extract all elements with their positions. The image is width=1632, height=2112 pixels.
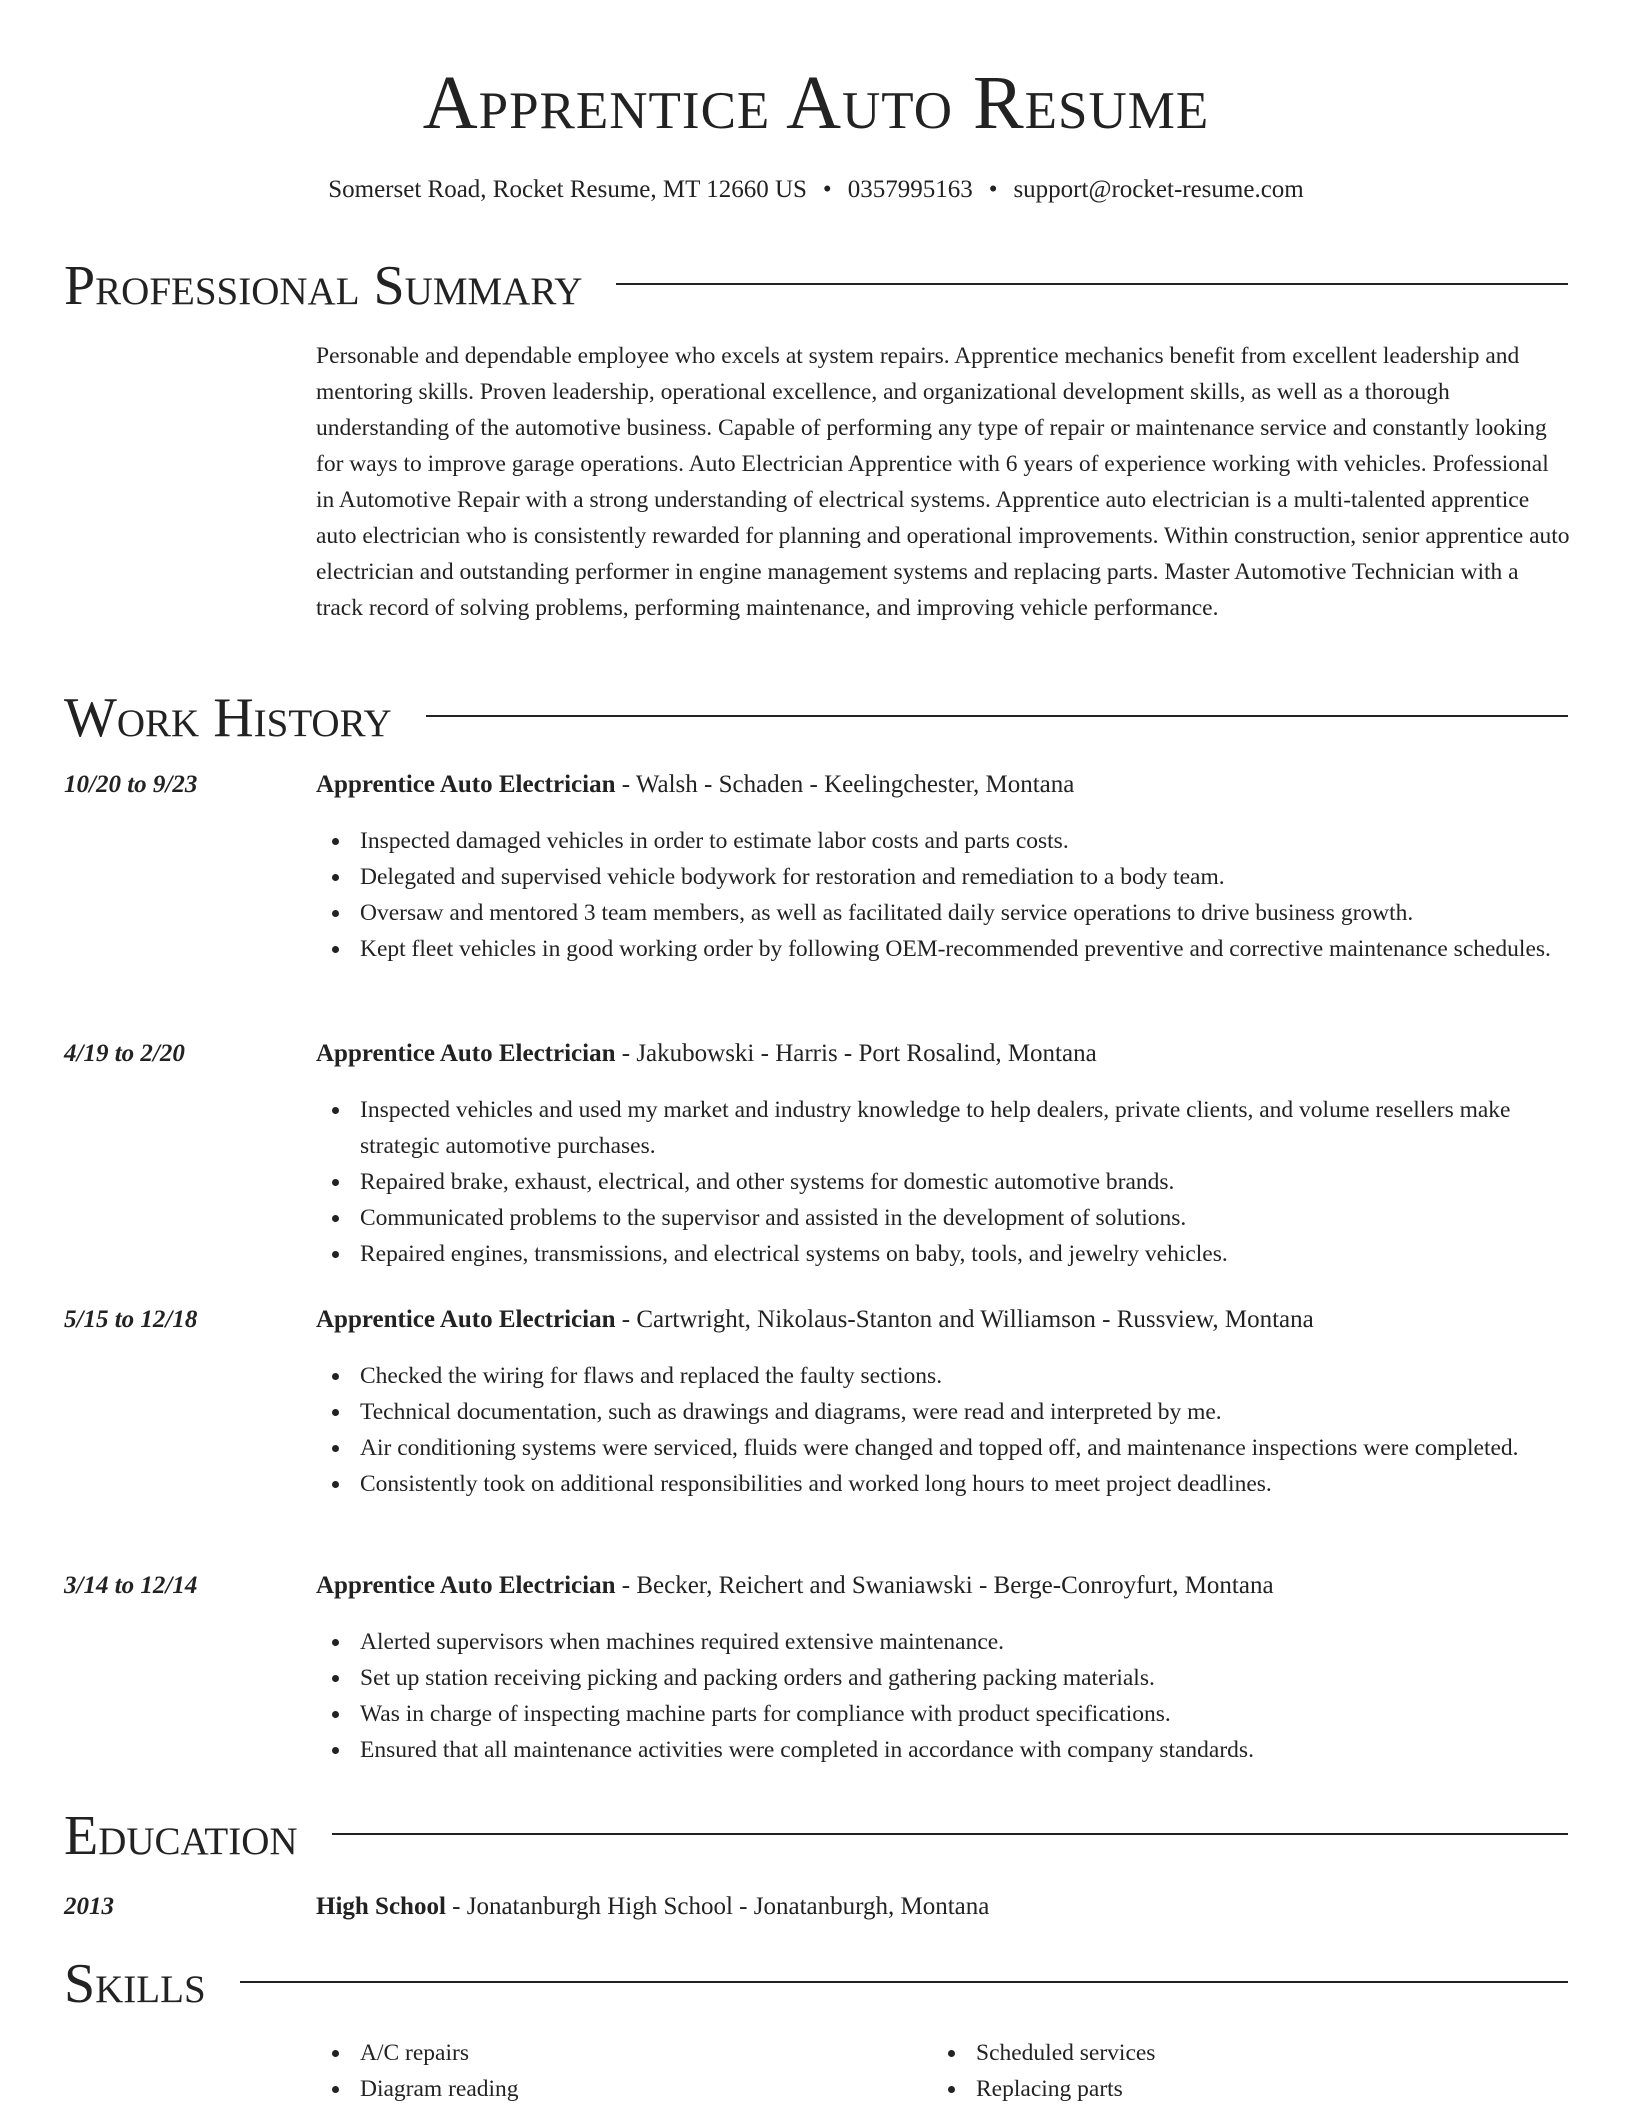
contact-separator: • — [822, 176, 832, 203]
work-entry-title: Apprentice Auto Electrician — [316, 1572, 616, 1599]
education-details: - Jonatanburgh High School - Jonatanburgh, Montana — [445, 1893, 990, 1920]
work-section-heading — [64, 687, 1568, 749]
section-divider — [240, 1981, 1568, 1983]
bullet-item: Consistently took on additional responsibilities and worked long hours to meet project deadlines. — [316, 1466, 1568, 1502]
bullet-item: Checked the wiring for flaws and replaced the faulty sections. — [316, 1358, 1568, 1394]
work-entry-bullets — [316, 1358, 1568, 1502]
bullet-item: Was in charge of inspecting machine parts for compliance with product specifications. — [316, 1696, 1568, 1732]
work-entry-bullets — [316, 823, 1568, 967]
bullet-item: Communicated problems to the supervisor and assisted in the development of solutions. — [316, 1200, 1568, 1236]
section-divider — [332, 1833, 1568, 1835]
bullet-item: Oversaw and mentored 3 team members, as well as facilitated daily service operations to drive business growth. — [316, 895, 1568, 931]
summary-section-heading — [64, 255, 1568, 317]
bullet-item: Repaired brake, exhaust, electrical, and other systems for domestic automotive brands. — [316, 1164, 1568, 1200]
bullet-item: Air conditioning systems were serviced, fluids were changed and topped off, and maintenance inspections were completed. — [316, 1430, 1568, 1466]
contact-address: Somerset Road, Rocket Resume, MT 12660 US — [328, 176, 807, 203]
bullet-item: Delegated and supervised vehicle bodywork for restoration and remediation to a body team. — [316, 859, 1568, 895]
education-degree: High School — [316, 1893, 446, 1920]
contact-separator: • — [988, 176, 998, 203]
resume-name: Apprentice Auto Resume — [422, 61, 1210, 145]
section-divider — [426, 715, 1568, 717]
bullet-item: Kept fleet vehicles in good working order by following OEM-recommended preventive and corrective maintenance schedules. — [316, 931, 1568, 967]
skill-item: Scheduled services — [932, 2035, 1532, 2071]
education-year: 2013 — [64, 1893, 114, 1920]
summary-text: Personable and dependable employee who excels at system repairs. Apprentice mechanics benefit from excellent leadership and mentoring skills. Proven leadership, operational excellence, and organizational development skills, as well as a thorough understanding of the automotive business. Capable of performing any type of repair or maintenance service and constantly looking for ways to improve garage operations. Auto Electrician Apprentice with 6 years of experience working with vehicles. Professional in Automotive Repair with a strong understanding of electrical systems. Apprentice auto electrician is a multi-talented apprentice auto electrician who is consistently rewarded for planning and operational improvements. Within construction, senior apprentice auto electrician and outstanding performer in engine management systems and replacing parts. Master Automotive Technician with a track record of solving problems, performing maintenance, and improving vehicle performance. — [316, 343, 1570, 621]
work-entry-heading — [316, 771, 1074, 799]
bullet-item: Set up station receiving picking and packing orders and gathering packing materials. — [316, 1660, 1568, 1696]
skills-list-right — [932, 2035, 1532, 2107]
bullet-item: Ensured that all maintenance activities were completed in accordance with company standards. — [316, 1732, 1568, 1768]
work-entry-dates: 10/20 to 9/23 — [64, 771, 198, 798]
work-entry-heading — [316, 1040, 1097, 1068]
work-entry-dates: 5/15 to 12/18 — [64, 1306, 198, 1333]
work-entry-title: Apprentice Auto Electrician — [316, 1306, 616, 1333]
work-entry-heading — [316, 1306, 1314, 1334]
skills-title: Skills — [64, 1953, 206, 2015]
contact-line — [0, 176, 1632, 204]
work-title: Work History — [64, 687, 392, 749]
education-heading — [316, 1893, 989, 1921]
work-entry-bullets — [316, 1092, 1568, 1272]
work-entry-title: Apprentice Auto Electrician — [316, 771, 616, 798]
skill-item: Replacing parts — [932, 2071, 1532, 2107]
summary-title: Professional Summary — [64, 255, 583, 317]
bullet-item: Alerted supervisors when machines required extensive maintenance. — [316, 1624, 1568, 1660]
work-entry-details: - Jakubowski - Harris - Port Rosalind, Montana — [615, 1040, 1097, 1067]
bullet-item: Technical documentation, such as drawings and diagrams, were read and interpreted by me. — [316, 1394, 1568, 1430]
work-entry-details: - Walsh - Schaden - Keelingchester, Montana — [615, 771, 1075, 798]
contact-phone: 0357995163 — [847, 176, 973, 203]
work-entry-dates: 3/14 to 12/14 — [64, 1572, 198, 1599]
skills-section-heading — [64, 1953, 1568, 2015]
skills-list-left — [316, 2035, 916, 2107]
work-entry-dates: 4/19 to 2/20 — [64, 1040, 185, 1067]
bullet-item: Inspected damaged vehicles in order to estimate labor costs and parts costs. — [316, 823, 1568, 859]
section-divider — [616, 283, 1568, 285]
bullet-item: Repaired engines, transmissions, and electrical systems on baby, tools, and jewelry vehicles. — [316, 1236, 1568, 1272]
work-entry-bullets — [316, 1624, 1568, 1768]
work-entry-title: Apprentice Auto Electrician — [316, 1040, 616, 1067]
skill-item: Diagram reading — [316, 2071, 916, 2107]
work-entry-details: - Cartwright, Nikolaus-Stanton and Williamson - Russview, Montana — [615, 1306, 1314, 1333]
skill-item: A/C repairs — [316, 2035, 916, 2071]
work-entry-details: - Becker, Reichert and Swaniawski - Berge-Conroyfurt, Montana — [615, 1572, 1274, 1599]
contact-email: support@rocket-resume.com — [1013, 176, 1304, 203]
education-section-heading — [64, 1805, 1568, 1867]
work-entry-heading — [316, 1572, 1274, 1600]
education-title: Education — [64, 1805, 298, 1867]
bullet-item: Inspected vehicles and used my market and industry knowledge to help dealers, private clients, and volume resellers make strategic automotive purchases. — [316, 1092, 1568, 1164]
